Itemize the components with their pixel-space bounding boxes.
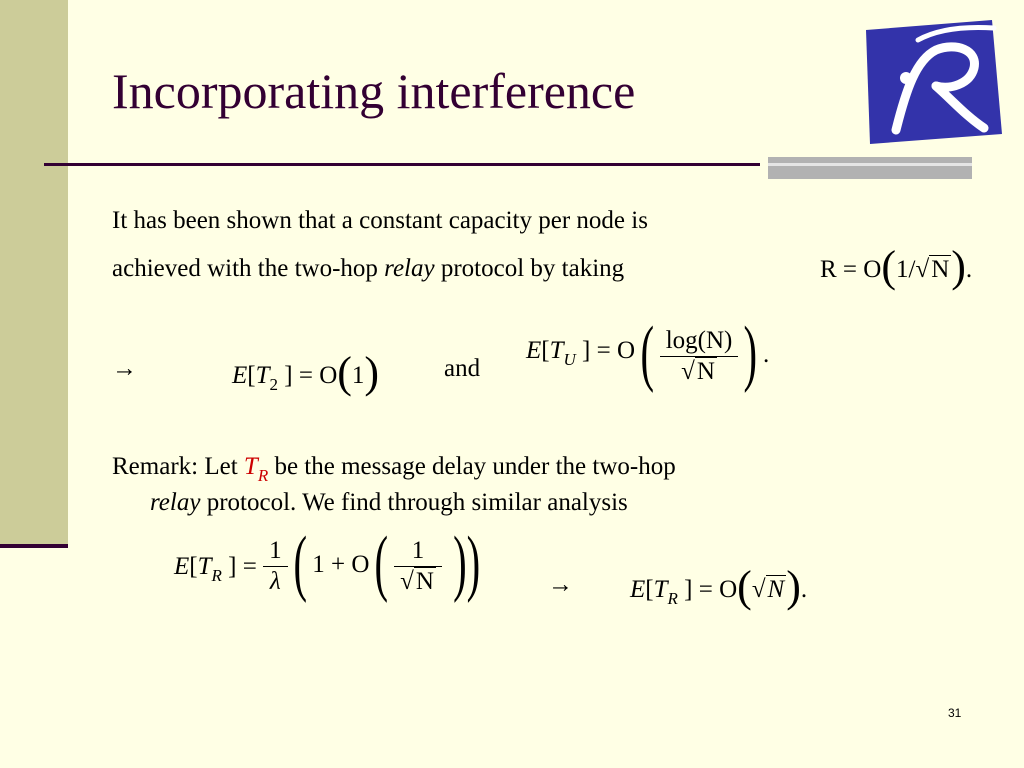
paragraph-1-line-1: It has been shown that a constant capacity per node is [112,207,648,234]
p1-relay-word: relay [384,255,435,282]
remark-line-1: Remark: Let $T_R$ be the message delay under the two-hop [112,453,676,485]
fraction-logN-over-sqrtN: $\frac{\log(N)}{√N}$ [660,326,739,387]
paragraph-1-line-2 [112,254,624,284]
fraction-1-over-sqrtN: $\frac{1}{√N}$ [394,536,442,597]
p1-text-a: achieved with the two-hop [112,255,385,282]
slide-title: Incorporating interference [112,63,636,119]
formula-E-TR-expansion: $E[T_R$ ] = $\frac{1}{\lambda}$ ( 1 + O( $\frac{1}{√N}$ )) [174,521,481,604]
left-bar-underline [0,544,68,548]
p1-text-b: protocol by taking [434,255,625,282]
title-rule [44,163,760,166]
title-rule-grey-stripe [768,163,972,166]
T-R-symbol: $T_R$ [243,453,269,485]
formula-E-T2: $E[T_2$ ] = O(1) [232,348,380,397]
and-word: and [444,355,481,382]
sqrt-N: √N [915,256,950,283]
one-over: 1/ [896,256,916,283]
arrow-icon-2: → [548,571,573,598]
remark-line-2: relay protocol. We find through similar analysis [150,489,628,516]
inria-logo-icon [866,20,1002,144]
fraction-1-over-lambda: $\frac{1}{\lambda}$ [263,536,288,597]
big-o-symbol: O [863,256,882,283]
arrow-icon: → [112,355,137,382]
formula-E-TR-result: $E[T_R$ ] = O(√N). [630,562,808,611]
formula-E-TU: $E[T_U$ ] = O( $\frac{\log(N)}{√N}$ ) . [526,311,770,394]
page-number: 31 [948,706,962,720]
formula-R-definition: R = O(1/√N). [820,242,973,291]
r-lhs: R = [820,256,858,283]
title-rule-grey-block [768,157,972,179]
left-sidebar-bar [0,0,68,546]
